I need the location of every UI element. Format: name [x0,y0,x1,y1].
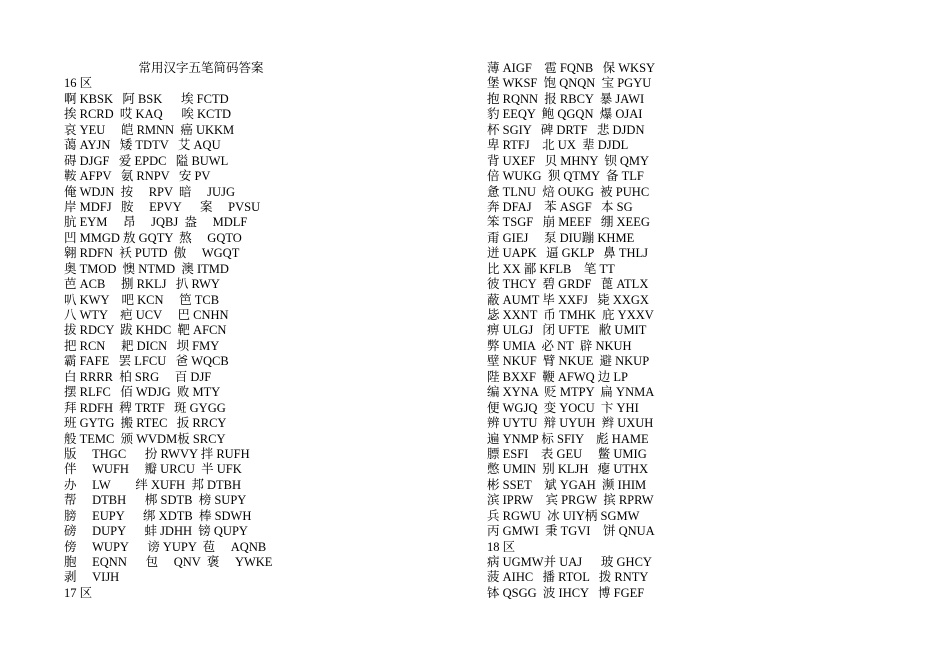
code-line: 薄 AIGF 雹 FQNB 保 WKSY [487,61,656,75]
code-line: 叭 KWY 吧 KCN 笆 TCB [64,292,220,307]
code-line: 碍 DJGF 爱 EPDC 隘 BUWL [64,153,229,168]
code-line: 芭 ACB 捌 RKLJ 扒 RWY [64,277,220,292]
code-line: 奔 DFAJ 苯 ASGF 本 SG [487,199,633,214]
code-line: 菠 AIHC 播 RTOL 拨 RNTY [487,570,649,585]
code-line: 鞍 AFPV 氨 RNPV 安 PV [64,169,211,184]
code-line: 剥 VIJH [64,570,120,585]
code-line: 甭 GIEJ 泵 DIU蹦 KHME [487,230,635,245]
code-line: 岸 MDFJ 胺 EPVY 案 PVSU [64,199,261,214]
code-line: 兵 RGWU 冰 UIY柄 SGMW [487,508,640,523]
code-line: 毖 XXNT 币 TMHK 庇 YXXV [487,308,654,322]
code-line: 拜 RDFH 稗 TRTF 斑 GYGG [64,400,226,415]
code-line: 辨 UYTU 辩 UYUH 辫 UXUH [487,416,654,431]
code-line: 抱 RQNN 报 RBCY 暴 JAWI [487,91,645,106]
code-line: 16 区 [64,76,93,91]
code-line: 彬 SSET 斌 YGAH 濒 IHIM [487,477,647,492]
code-line: 杯 SGIY 碑 DRTF 悲 DJDN [487,122,645,137]
code-line: 笨 TSGF 崩 MEEF 绷 XEEG [487,215,650,230]
code-line: 办 LW 绊 XUFH 邦 DTBH [64,477,241,492]
code-line: 病 UGMW并 UAJ 玻 GHCY [487,555,652,569]
code-line: 霸 FAFE 罢 LFCU 爸 WQCB [64,354,229,369]
code-line: 壁 NKUF 臂 NKUE 避 NKUP [487,354,650,369]
code-line: 弊 UMIA 必 NT 辟 NKUH [487,338,632,353]
code-line: 白 RRRR 柏 SRG 百 DJF [64,369,212,384]
code-line: 翱 RDFN 袄 PUTD 傲 WGQT [64,246,240,261]
code-line: 凹 MMGD 敖 GQTY 熬 GQTO [64,230,242,245]
code-line: 膀 EUPY 绑 XDTB 棒 SDWH [64,508,252,523]
right-code-list [487,61,787,601]
code-line: 17 区 [64,585,93,600]
code-line: 卑 RTFJ 北 UX 辈 DJDL [487,138,629,153]
code-line: 膘 ESFI 表 GEU 鳖 UMIG [487,446,647,461]
code-line: 背 UXEF 贝 MHNY 钡 QMY [487,153,650,168]
code-line: 蔼 AYJN 矮 TDTV 艾 AQU [64,138,221,153]
right-column [487,61,787,601]
code-line: 憋 UMIN 别 KLJH 瘪 UTHX [487,462,649,477]
left-code-list [64,76,394,601]
code-line: 奥 TMOD 懊 NTMD 澳 ITMD [64,261,229,276]
code-line: 版 THGC 扮 RWVY 拌 RUFH [64,446,250,461]
code-line: 肮 EYM 昂 JQBJ 盎 MDLF [64,215,248,230]
code-line: 班 GYTG 搬 RTEC 扳 RRCY [64,416,227,431]
code-line: 豹 EEQY 鲍 QGQN 爆 OJAI [487,107,643,122]
code-line: 胞 EQNN 包 QNV 褒 YWKE [64,555,273,569]
code-line: 傍 WUPY 谤 YUPY 苞 AQNB [64,539,267,554]
code-line: 滨 IPRW 宾 PRGW 摈 RPRW [487,493,654,508]
code-line: 蔽 AUMT 毕 XXFJ 毙 XXGX [487,292,649,307]
code-line: 惫 TLNU 焙 OUKG 被 PUHC [487,184,650,199]
code-line: 般 TEMC 颁 WVDM板 SRCY [64,431,226,446]
code-line: 啊 KBSK 阿 BSK 埃 FCTD [64,91,229,106]
code-line: 丙 GMWI 秉 TGVI 饼 QNUA [487,524,655,539]
code-line: 拔 RDCY 跋 KHDC 靶 AFCN [64,323,227,338]
document-title: 常用汉字五笔简码答案 [138,61,264,75]
code-line: 彼 THCY 碧 GRDF 蓖 ATLX [487,277,649,292]
code-line: 痹 ULGJ 闭 UFTE 敝 UMIT [487,323,647,338]
code-line: 迸 UAPK 逼 GKLP 鼻 THLJ [487,246,648,261]
code-line: 钵 QSGG 波 IHCY 博 FGEF [487,585,645,600]
code-line: 挨 RCRD 哎 KAQ 唉 KCTD [64,107,232,122]
code-line: 陛 BXXF 鞭 AFWQ 边 LP [487,369,628,384]
left-column [64,61,394,601]
code-line: 把 RCN 耙 DICN 坝 FMY [64,338,220,353]
code-line: 摆 RLFC 佰 WDJG 败 MTY [64,385,221,400]
code-line: 便 WGJQ 变 YOCU 卞 YHI [487,400,639,415]
code-line: 磅 DUPY 蚌 JDHH 镑 QUPY [64,524,248,539]
code-line: 八 WTY 疤 UCV 巴 CNHN [64,308,229,322]
code-line: 俺 WDJN 按 RPV 暗 JUJG [64,184,235,199]
code-line: 伴 WUFH 瓣 URCU 半 UFK [64,462,242,477]
code-line: 遍 YNMP 标 SFIY 彪 HAME [487,431,649,446]
code-line: 哀 YEU 皑 RMNN 癌 UKKM [64,122,235,137]
code-line: 比 XX 鄙 KFLB 笔 TT [487,261,615,276]
code-line: 帮 DTBH 梆 SDTB 榜 SUPY [64,493,247,508]
code-line: 18 区 [487,539,516,554]
code-line: 编 XYNA 贬 MTPY 扁 YNMA [487,385,655,400]
code-line: 倍 WUKG 狈 QTMY 备 TLF [487,169,644,184]
code-line: 堡 WKSF 饱 QNQN 宝 PGYU [487,76,652,91]
